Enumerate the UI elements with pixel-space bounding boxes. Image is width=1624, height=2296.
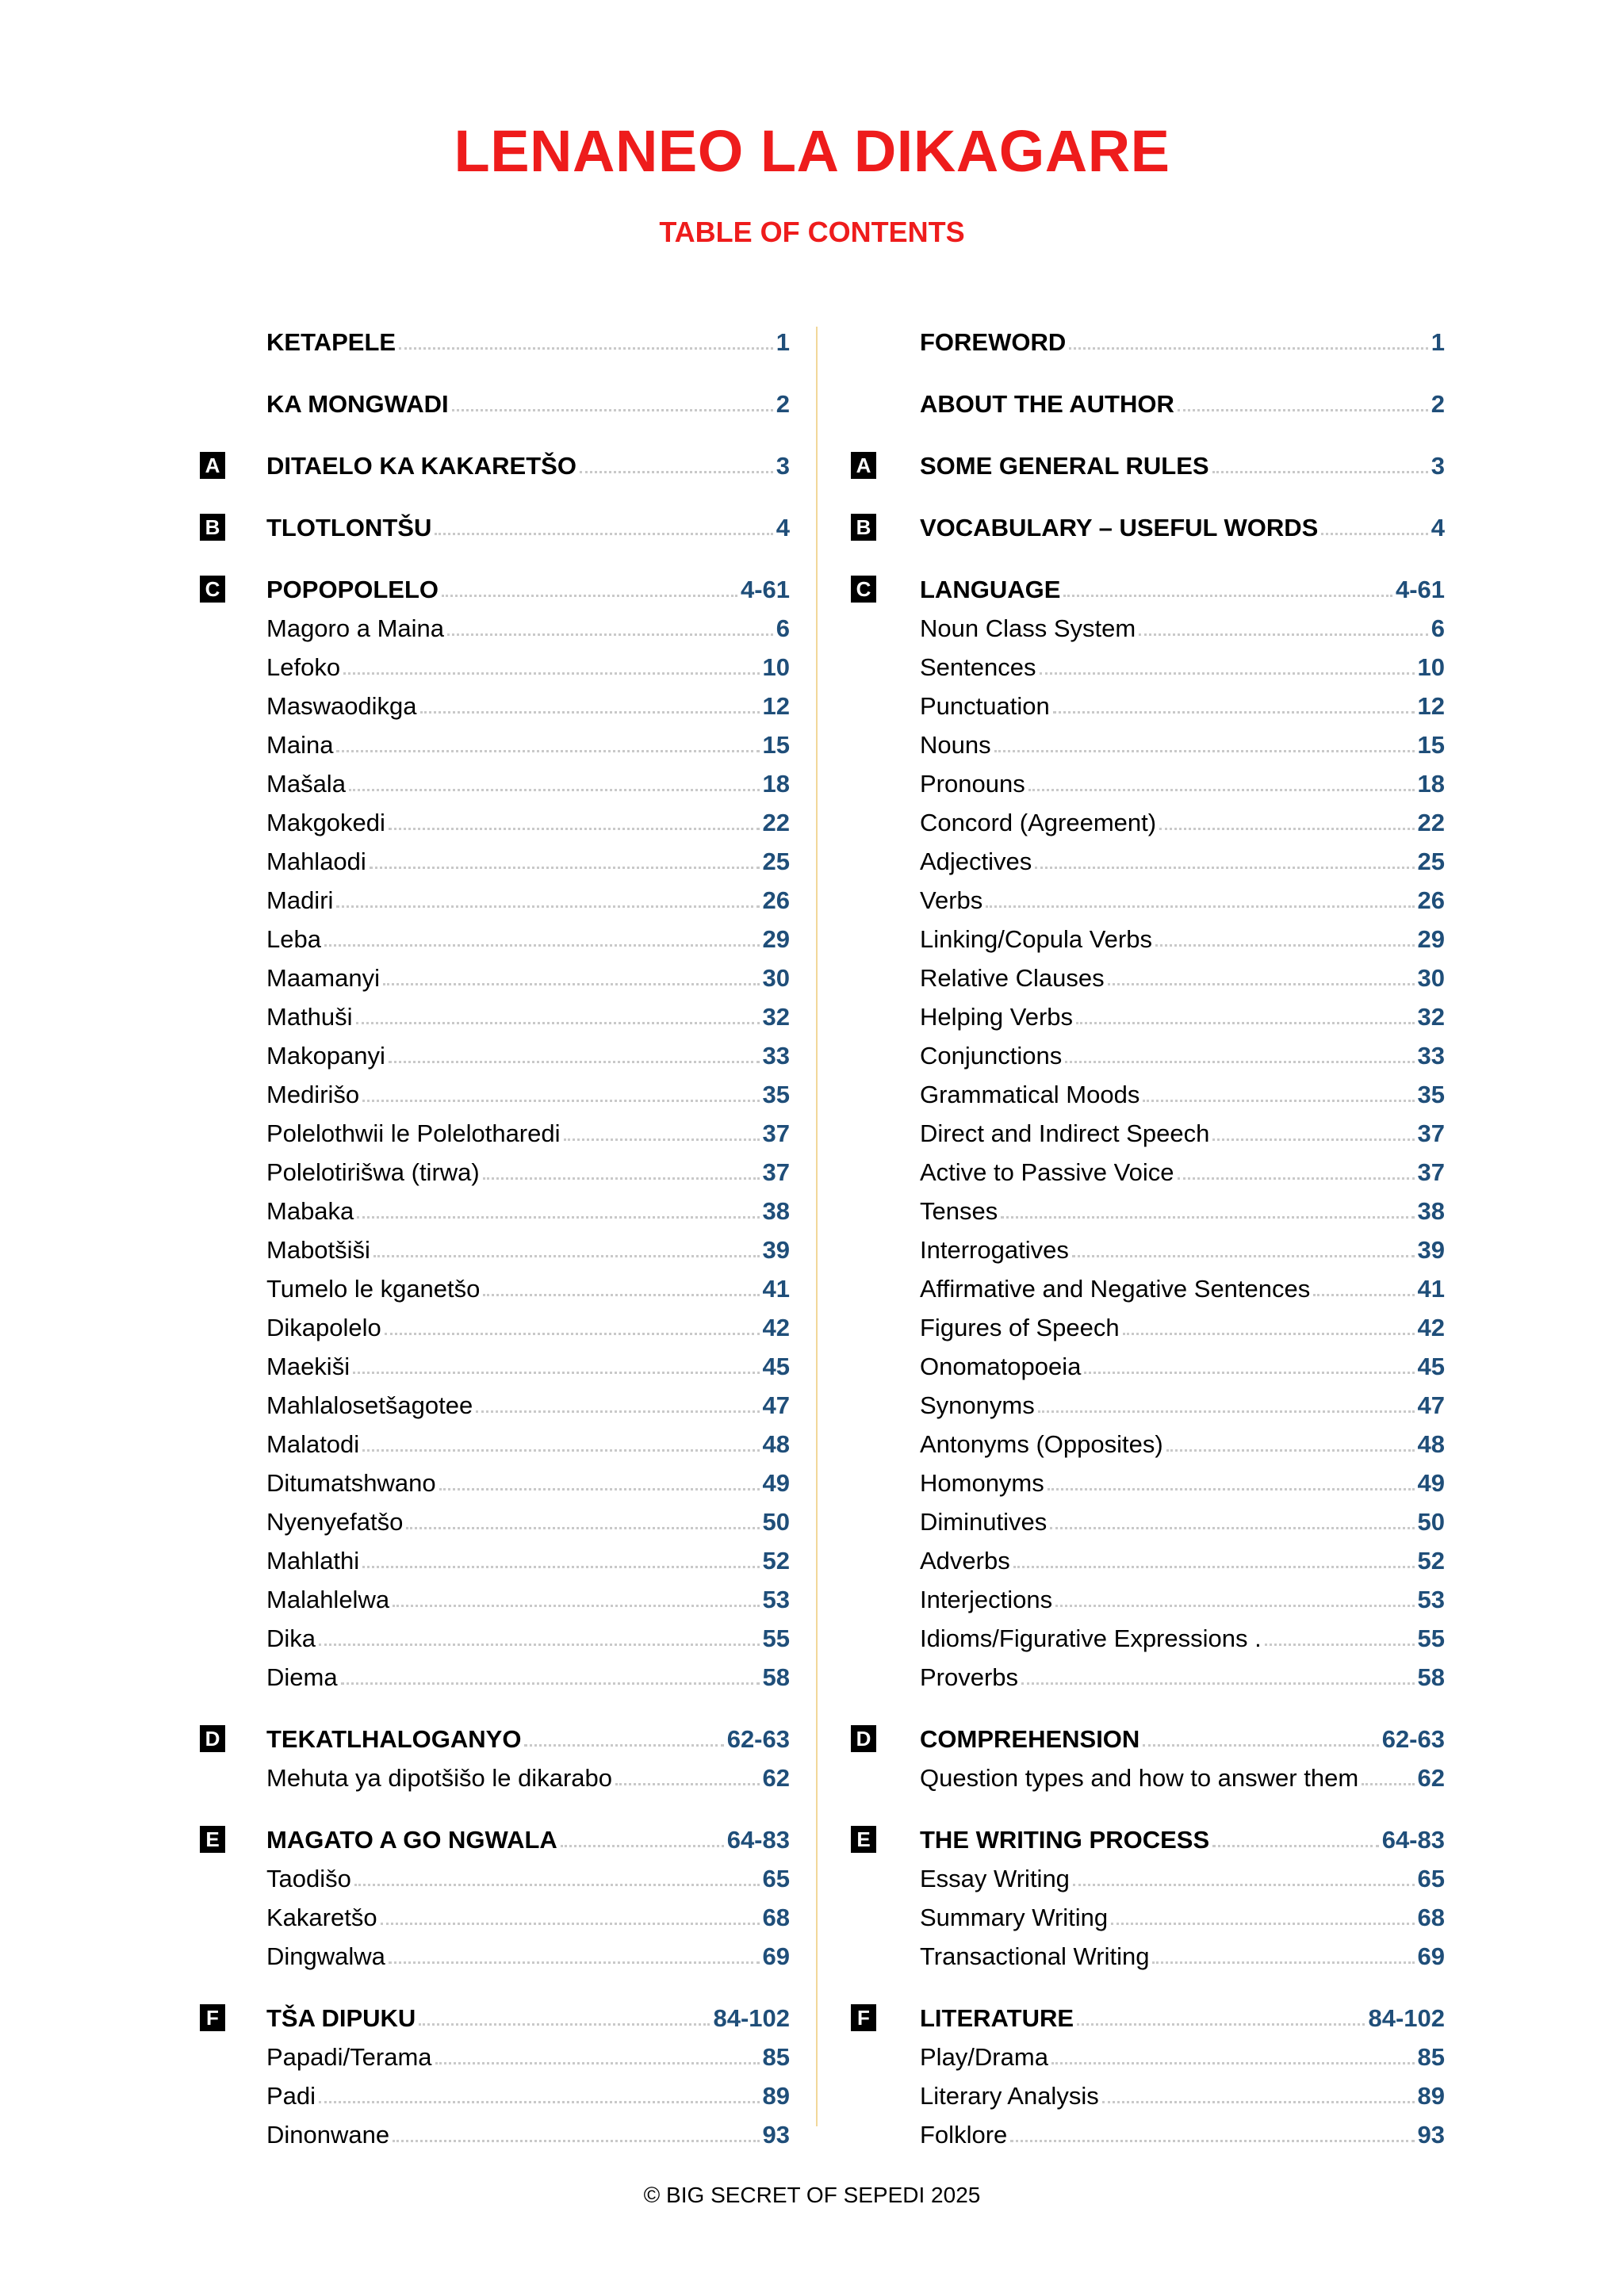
section-letter-badge: E [200, 1826, 225, 1853]
toc-entry-label: TŠA DIPUKU [266, 2004, 416, 2032]
toc-entry[interactable] [920, 1858, 1445, 1893]
toc-entry-label: Linking/Copula Verbs [920, 925, 1152, 953]
toc-page-number: 93 [1417, 2121, 1445, 2149]
dot-leader [1212, 1845, 1379, 1847]
toc-page-number: 33 [1417, 1042, 1445, 1070]
dot-leader [1321, 533, 1427, 535]
toc-entry-label: Punctuation [920, 692, 1050, 720]
dot-leader [1084, 1372, 1414, 1374]
toc-page-number: 33 [762, 1042, 790, 1070]
toc-entry-label: Interrogatives [920, 1236, 1069, 1264]
toc-entry[interactable] [920, 1618, 1445, 1653]
toc-page-number: 55 [1417, 1624, 1445, 1652]
dot-leader [986, 905, 1414, 908]
toc-page-number: 41 [1417, 1275, 1445, 1303]
toc-entry-label: Synonyms [920, 1391, 1035, 1419]
toc-page-number: 4-61 [740, 576, 790, 603]
toc-section-entry[interactable] [920, 1719, 1445, 1754]
toc-page-number: 18 [762, 770, 790, 798]
toc-page-number: 55 [762, 1624, 790, 1652]
toc-section-entry[interactable] [920, 446, 1445, 480]
toc-entry-label: Conjunctions [920, 1042, 1063, 1070]
toc-entry-label: Essay Writing [920, 1865, 1070, 1892]
toc-entry-label: LITERATURE [920, 2004, 1074, 2032]
toc-entry-label: Papadi/Terama [266, 2043, 432, 2071]
toc-page-number: 68 [1417, 1904, 1445, 1931]
toc-entry-label: Madiri [266, 886, 334, 914]
toc-page-number: 52 [762, 1547, 790, 1575]
toc-page-number: 53 [1417, 1586, 1445, 1613]
toc-entry-label: Mabaka [266, 1197, 354, 1225]
toc-entry[interactable] [920, 763, 1445, 798]
toc-entry-label: THE WRITING PROCESS [920, 1826, 1210, 1854]
toc-page-number: 93 [762, 2121, 790, 2149]
dot-leader [1102, 2101, 1415, 2103]
dot-leader [1178, 1177, 1415, 1180]
dot-leader [1212, 471, 1428, 473]
toc-entry-label: Dinonwane [266, 2121, 390, 2149]
toc-entry[interactable] [920, 1074, 1445, 1109]
toc-entry-label: POPOPOLELO [266, 576, 439, 603]
toc-page-number: 22 [762, 809, 790, 836]
section-letter-badge: D [851, 1725, 876, 1752]
toc-entry[interactable] [920, 725, 1445, 760]
toc-entry-label: Proverbs [920, 1663, 1019, 1691]
toc-page-number: 37 [1417, 1158, 1445, 1186]
toc-entry[interactable] [920, 1269, 1445, 1303]
toc-page-number: 84-102 [1368, 2004, 1445, 2032]
dot-leader [1065, 1061, 1414, 1063]
toc-page-number: 30 [1417, 964, 1445, 992]
toc-entry[interactable] [920, 1897, 1445, 1932]
toc-entry[interactable] [920, 608, 1445, 643]
toc-entry-label: VOCABULARY – USEFUL WORDS [920, 514, 1319, 541]
footer-copyright: © BIG SECRET OF SEPEDI 2025 [643, 2183, 981, 2207]
toc-page-number: 26 [762, 886, 790, 914]
dot-leader [1010, 2140, 1414, 2142]
toc-entry-label: Mahlaodi [266, 848, 366, 875]
toc-entry[interactable] [920, 647, 1445, 682]
toc-entry[interactable] [920, 1191, 1445, 1226]
toc-page-number: 48 [1417, 1430, 1445, 1458]
toc-entry-label: DITAELO KA KAKARETŠO [266, 452, 576, 480]
dot-leader [1063, 595, 1392, 597]
toc-entry-label: Active to Passive Voice [920, 1158, 1174, 1186]
dot-leader [1155, 944, 1415, 947]
toc-entry-label: Noun Class System [920, 614, 1136, 642]
toc-page-number: 35 [1417, 1081, 1445, 1108]
toc-entry[interactable] [920, 1758, 1445, 1793]
toc-entry-label: Mathuši [266, 1003, 353, 1031]
toc-entry-label: Onomatopoeia [920, 1353, 1082, 1380]
toc-entry-label: SOME GENERAL RULES [920, 452, 1209, 480]
toc-page-number: 42 [762, 1314, 790, 1341]
toc-page-number: 47 [1417, 1391, 1445, 1419]
dot-leader [1159, 828, 1414, 830]
dot-leader [1021, 1682, 1414, 1685]
toc-page-number: 37 [762, 1119, 790, 1147]
toc-entry-label: Transactional Writing [920, 1942, 1150, 1970]
toc-section-entry[interactable] [920, 569, 1445, 604]
dot-leader [1073, 1884, 1415, 1886]
toc-entry-label: Grammatical Moods [920, 1081, 1140, 1108]
dot-leader [1143, 1744, 1378, 1747]
toc-page-number: 65 [1417, 1865, 1445, 1892]
dot-leader [1143, 1100, 1414, 1102]
toc-page-number: 12 [1417, 692, 1445, 720]
toc-entry-label: Folklore [920, 2121, 1008, 2149]
toc-entry-label: Literary Analysis [920, 2082, 1099, 2110]
section-letter-badge: C [200, 576, 225, 603]
toc-page-number: 69 [762, 1942, 790, 1970]
toc-page-number: 52 [1417, 1547, 1445, 1575]
toc-entry-label: KETAPELE [266, 328, 396, 356]
toc-page-number: 22 [1417, 809, 1445, 836]
toc-entry-label: Mahlathi [266, 1547, 360, 1575]
toc-page-number: 29 [1417, 925, 1445, 953]
toc-page-number: 38 [1417, 1197, 1445, 1225]
toc-entry-label: Mašala [266, 770, 346, 798]
toc-entry-label: Maekiši [266, 1353, 350, 1380]
toc-page-number: 2 [1431, 390, 1445, 418]
toc-entry-label: LANGUAGE [920, 576, 1061, 603]
toc-entry-label: TLOTLONTŠU [266, 514, 432, 541]
toc-entry-label: Antonyms (Opposites) [920, 1430, 1163, 1458]
toc-entry[interactable] [920, 1152, 1445, 1187]
toc-page-number: 45 [762, 1353, 790, 1380]
section-letter-badge: A [200, 452, 225, 479]
section-letter-badge: A [851, 452, 876, 479]
toc-entry-label: Relative Clauses [920, 964, 1105, 992]
toc-page-number: 62-63 [726, 1725, 790, 1753]
toc-entry-label: Tumelo le kganetšo [266, 1275, 481, 1303]
toc-entry-label: Magoro a Maina [266, 614, 445, 642]
toc-page-number: 62 [762, 1764, 790, 1792]
dot-leader [1076, 1022, 1415, 1024]
toc-page-number: 65 [762, 1865, 790, 1892]
dot-leader [1178, 409, 1428, 411]
toc-entry-label: Sentences [920, 653, 1036, 681]
toc-entry[interactable] [920, 1346, 1445, 1381]
toc-page-number: 6 [1431, 614, 1445, 642]
toc-entry-label: Tenses [920, 1197, 998, 1225]
page-title: LENANEO LA DIKAGARE [454, 118, 1170, 184]
toc-page-number: 15 [1417, 731, 1445, 759]
toc-page-number: 12 [762, 692, 790, 720]
toc-entry-label: Direct and Indirect Speech [920, 1119, 1210, 1147]
toc-page-number: 3 [776, 452, 790, 480]
toc-page-number: 32 [1417, 1003, 1445, 1031]
dot-leader [1038, 1410, 1415, 1413]
section-letter-badge: C [851, 576, 876, 603]
toc-page-number: 53 [762, 1586, 790, 1613]
toc-entry[interactable] [920, 2076, 1445, 2110]
toc-page-number: 42 [1417, 1314, 1445, 1341]
toc-page-number: 50 [1417, 1508, 1445, 1536]
toc-page-number: 32 [762, 1003, 790, 1031]
toc-entry[interactable] [920, 1230, 1445, 1265]
toc-entry-label: Padi [266, 2082, 316, 2110]
toc-entry[interactable] [920, 958, 1445, 993]
toc-entry[interactable] [920, 686, 1445, 721]
toc-page-number: 4 [776, 514, 790, 541]
toc-entry-label: TEKATLHALOGANYO [266, 1725, 522, 1753]
toc-entry[interactable] [920, 1385, 1445, 1420]
toc-page-number: 4-61 [1395, 576, 1445, 603]
dot-leader [1053, 711, 1415, 714]
toc-entry-label: Medirišo [266, 1081, 360, 1108]
toc-entry-label: Homonyms [920, 1469, 1044, 1497]
toc-entry-label: Lefoko [266, 653, 341, 681]
toc-page-number: 62 [1417, 1764, 1445, 1792]
toc-entry[interactable] [920, 880, 1445, 915]
toc-entry-label: Malahlelwa [266, 1586, 390, 1613]
toc-entry-label: Idioms/Figurative Expressions . [920, 1624, 1262, 1652]
toc-entry-label: Mehuta ya dipotšišo le dikarabo [266, 1764, 612, 1792]
toc-entry-label: Nouns [920, 731, 991, 759]
toc-page-number: 48 [762, 1430, 790, 1458]
toc-page-number: 1 [1431, 328, 1445, 356]
toc-entry-label: Pronouns [920, 770, 1025, 798]
toc-page-number: 30 [762, 964, 790, 992]
toc-page-number: 15 [762, 731, 790, 759]
dot-leader [1123, 1333, 1415, 1335]
toc-page-number: 69 [1417, 1942, 1445, 1970]
toc-entry-label: Maina [266, 731, 334, 759]
dot-leader [1013, 1566, 1415, 1568]
toc-page-number: 25 [762, 848, 790, 875]
section-letter-badge: B [200, 514, 225, 541]
toc-entry-label: Maamanyi [266, 964, 380, 992]
toc-page-number: 58 [762, 1663, 790, 1691]
toc-entry-label: Interjections [920, 1586, 1053, 1613]
toc-page-number: 4 [1431, 514, 1445, 541]
toc-page-number: 37 [1417, 1119, 1445, 1147]
toc-entry-label: Adjectives [920, 848, 1032, 875]
toc-entry-label: Taodišo [266, 1865, 351, 1892]
toc-entry-label: Concord (Agreement) [920, 809, 1157, 836]
toc-entry[interactable] [920, 2037, 1445, 2072]
section-letter-badge: E [851, 1826, 876, 1853]
toc-entry-label: Makopanyi [266, 1042, 385, 1070]
toc-entry[interactable] [920, 1035, 1445, 1070]
toc-page-number: 50 [762, 1508, 790, 1536]
toc-entry-label: Dingwalwa [266, 1942, 385, 1970]
toc-page-number: 18 [1417, 770, 1445, 798]
toc-page-number: 68 [762, 1904, 790, 1931]
toc-entry-label: Polelothwii le Polelotharedi [266, 1119, 561, 1147]
dot-leader [1265, 1644, 1415, 1646]
dot-leader [1111, 1923, 1414, 1925]
dot-leader [1212, 1138, 1414, 1141]
toc-entry-label: FOREWORD [920, 328, 1067, 356]
toc-entry[interactable] [920, 1502, 1445, 1536]
dot-leader [1028, 789, 1415, 791]
dot-leader [1313, 1294, 1414, 1296]
toc-entry[interactable] [920, 1113, 1445, 1148]
toc-entry-label: Maswaodikga [266, 692, 417, 720]
toc-entry-label: Kakaretšo [266, 1904, 377, 1931]
toc-page-number: 39 [762, 1236, 790, 1264]
toc-entry-label: Figures of Speech [920, 1314, 1120, 1341]
toc-page-number: 49 [1417, 1469, 1445, 1497]
toc-entry-label: Leba [266, 925, 321, 953]
dot-leader [1040, 672, 1415, 675]
toc-entry[interactable] [920, 802, 1445, 837]
toc-entry[interactable] [920, 919, 1445, 954]
toc-page-number: 29 [762, 925, 790, 953]
toc-entry[interactable] [920, 1936, 1445, 1971]
toc-section-entry[interactable] [920, 507, 1445, 542]
dot-leader [1048, 1488, 1415, 1490]
toc-entry-label: Malatodi [266, 1430, 360, 1458]
toc-page-number: 85 [1417, 2043, 1445, 2071]
toc-entry[interactable] [920, 1424, 1445, 1459]
toc-page-number: 89 [762, 2082, 790, 2110]
dot-leader [1139, 633, 1428, 636]
toc-page-number: 10 [762, 653, 790, 681]
toc-page-number: 47 [762, 1391, 790, 1419]
dot-leader [994, 750, 1415, 752]
toc-entry-label: Makgokedi [266, 809, 385, 836]
toc-entry-label: Dikapolelo [266, 1314, 381, 1341]
toc-page-number: 64-83 [1381, 1826, 1445, 1854]
toc-entry-label: Nyenyefatšo [266, 1508, 404, 1536]
toc-page-number: 39 [1417, 1236, 1445, 1264]
toc-page-number: 58 [1417, 1663, 1445, 1691]
dot-leader [1055, 1605, 1414, 1607]
toc-entry-label: Mabotšiši [266, 1236, 370, 1264]
toc-entry-label: KA MONGWADI [266, 390, 449, 418]
dot-leader [1069, 347, 1427, 350]
toc-entry-label: Helping Verbs [920, 1003, 1074, 1031]
dot-leader [1108, 983, 1415, 985]
dot-leader [1152, 1961, 1414, 1964]
toc-entry-label: Affirmative and Negative Sentences [920, 1275, 1311, 1303]
toc-entry[interactable] [920, 2114, 1445, 2149]
dot-leader [1051, 2062, 1415, 2064]
toc-section-entry[interactable] [920, 384, 1445, 419]
toc-section-entry[interactable] [920, 1820, 1445, 1854]
toc-entry[interactable] [920, 1657, 1445, 1692]
toc-page-number: 1 [776, 328, 790, 356]
toc-page-number: 41 [762, 1275, 790, 1303]
toc-page-number: 2 [776, 390, 790, 418]
toc-page-number: 6 [776, 614, 790, 642]
toc-entry-label: Question types and how to answer them [920, 1764, 1359, 1792]
toc-entry-label: Ditumatshwano [266, 1469, 436, 1497]
toc-entry-label: Play/Drama [920, 2043, 1048, 2071]
toc-page-number: 64-83 [726, 1826, 790, 1854]
toc-page-number: 35 [762, 1081, 790, 1108]
toc-entry[interactable] [920, 1579, 1445, 1614]
toc-entry-label: Polelotirišwa (tirwa) [266, 1158, 480, 1186]
dot-leader [1050, 1527, 1414, 1529]
toc-page-number: 26 [1417, 886, 1445, 914]
dot-leader [1166, 1449, 1415, 1452]
dot-leader [1362, 1783, 1414, 1785]
toc-page-number: 3 [1431, 452, 1445, 480]
toc-page-number: 37 [762, 1158, 790, 1186]
toc-page-number: 25 [1417, 848, 1445, 875]
dot-leader [1077, 2023, 1365, 2026]
toc-page-number: 84-102 [713, 2004, 790, 2032]
toc-entry[interactable] [920, 1307, 1445, 1342]
toc-page-number: 89 [1417, 2082, 1445, 2110]
section-letter-badge: F [851, 2004, 876, 2031]
toc-entry-label: ABOUT THE AUTHOR [920, 390, 1174, 418]
toc-page-number: 49 [762, 1469, 790, 1497]
dot-leader [1001, 1216, 1414, 1219]
toc-section-entry[interactable] [920, 322, 1445, 357]
toc-entry-label: Diema [266, 1663, 338, 1691]
toc-page-number: 10 [1417, 653, 1445, 681]
section-letter-badge: F [200, 2004, 225, 2031]
toc-entry[interactable] [920, 841, 1445, 876]
toc-page-number: 85 [762, 2043, 790, 2071]
dot-leader [1035, 867, 1414, 869]
toc-entry-label: Mahlalosetšagotee [266, 1391, 473, 1419]
toc-page-number: 62-63 [1381, 1725, 1445, 1753]
toc-entry-label: Adverbs [920, 1547, 1010, 1575]
toc-entry[interactable] [920, 1540, 1445, 1575]
section-letter-badge: D [200, 1725, 225, 1752]
toc-entry-label: Dika [266, 1624, 316, 1652]
section-letter-badge: B [851, 514, 876, 541]
toc-page-number: 38 [762, 1197, 790, 1225]
page-subtitle: TABLE OF CONTENTS [659, 216, 965, 248]
toc-entry-label: Summary Writing [920, 1904, 1109, 1931]
toc-entry-label: Verbs [920, 886, 983, 914]
dot-leader [1072, 1255, 1415, 1257]
toc-entry-label: MAGATO A GO NGWALA [266, 1826, 557, 1854]
toc-section-entry[interactable] [920, 1998, 1445, 2033]
toc-entry[interactable] [920, 997, 1445, 1031]
toc-entry-label: Diminutives [920, 1508, 1048, 1536]
toc-entry[interactable] [920, 1463, 1445, 1498]
toc-entry-label: COMPREHENSION [920, 1725, 1140, 1753]
toc-page-number: 45 [1417, 1353, 1445, 1380]
